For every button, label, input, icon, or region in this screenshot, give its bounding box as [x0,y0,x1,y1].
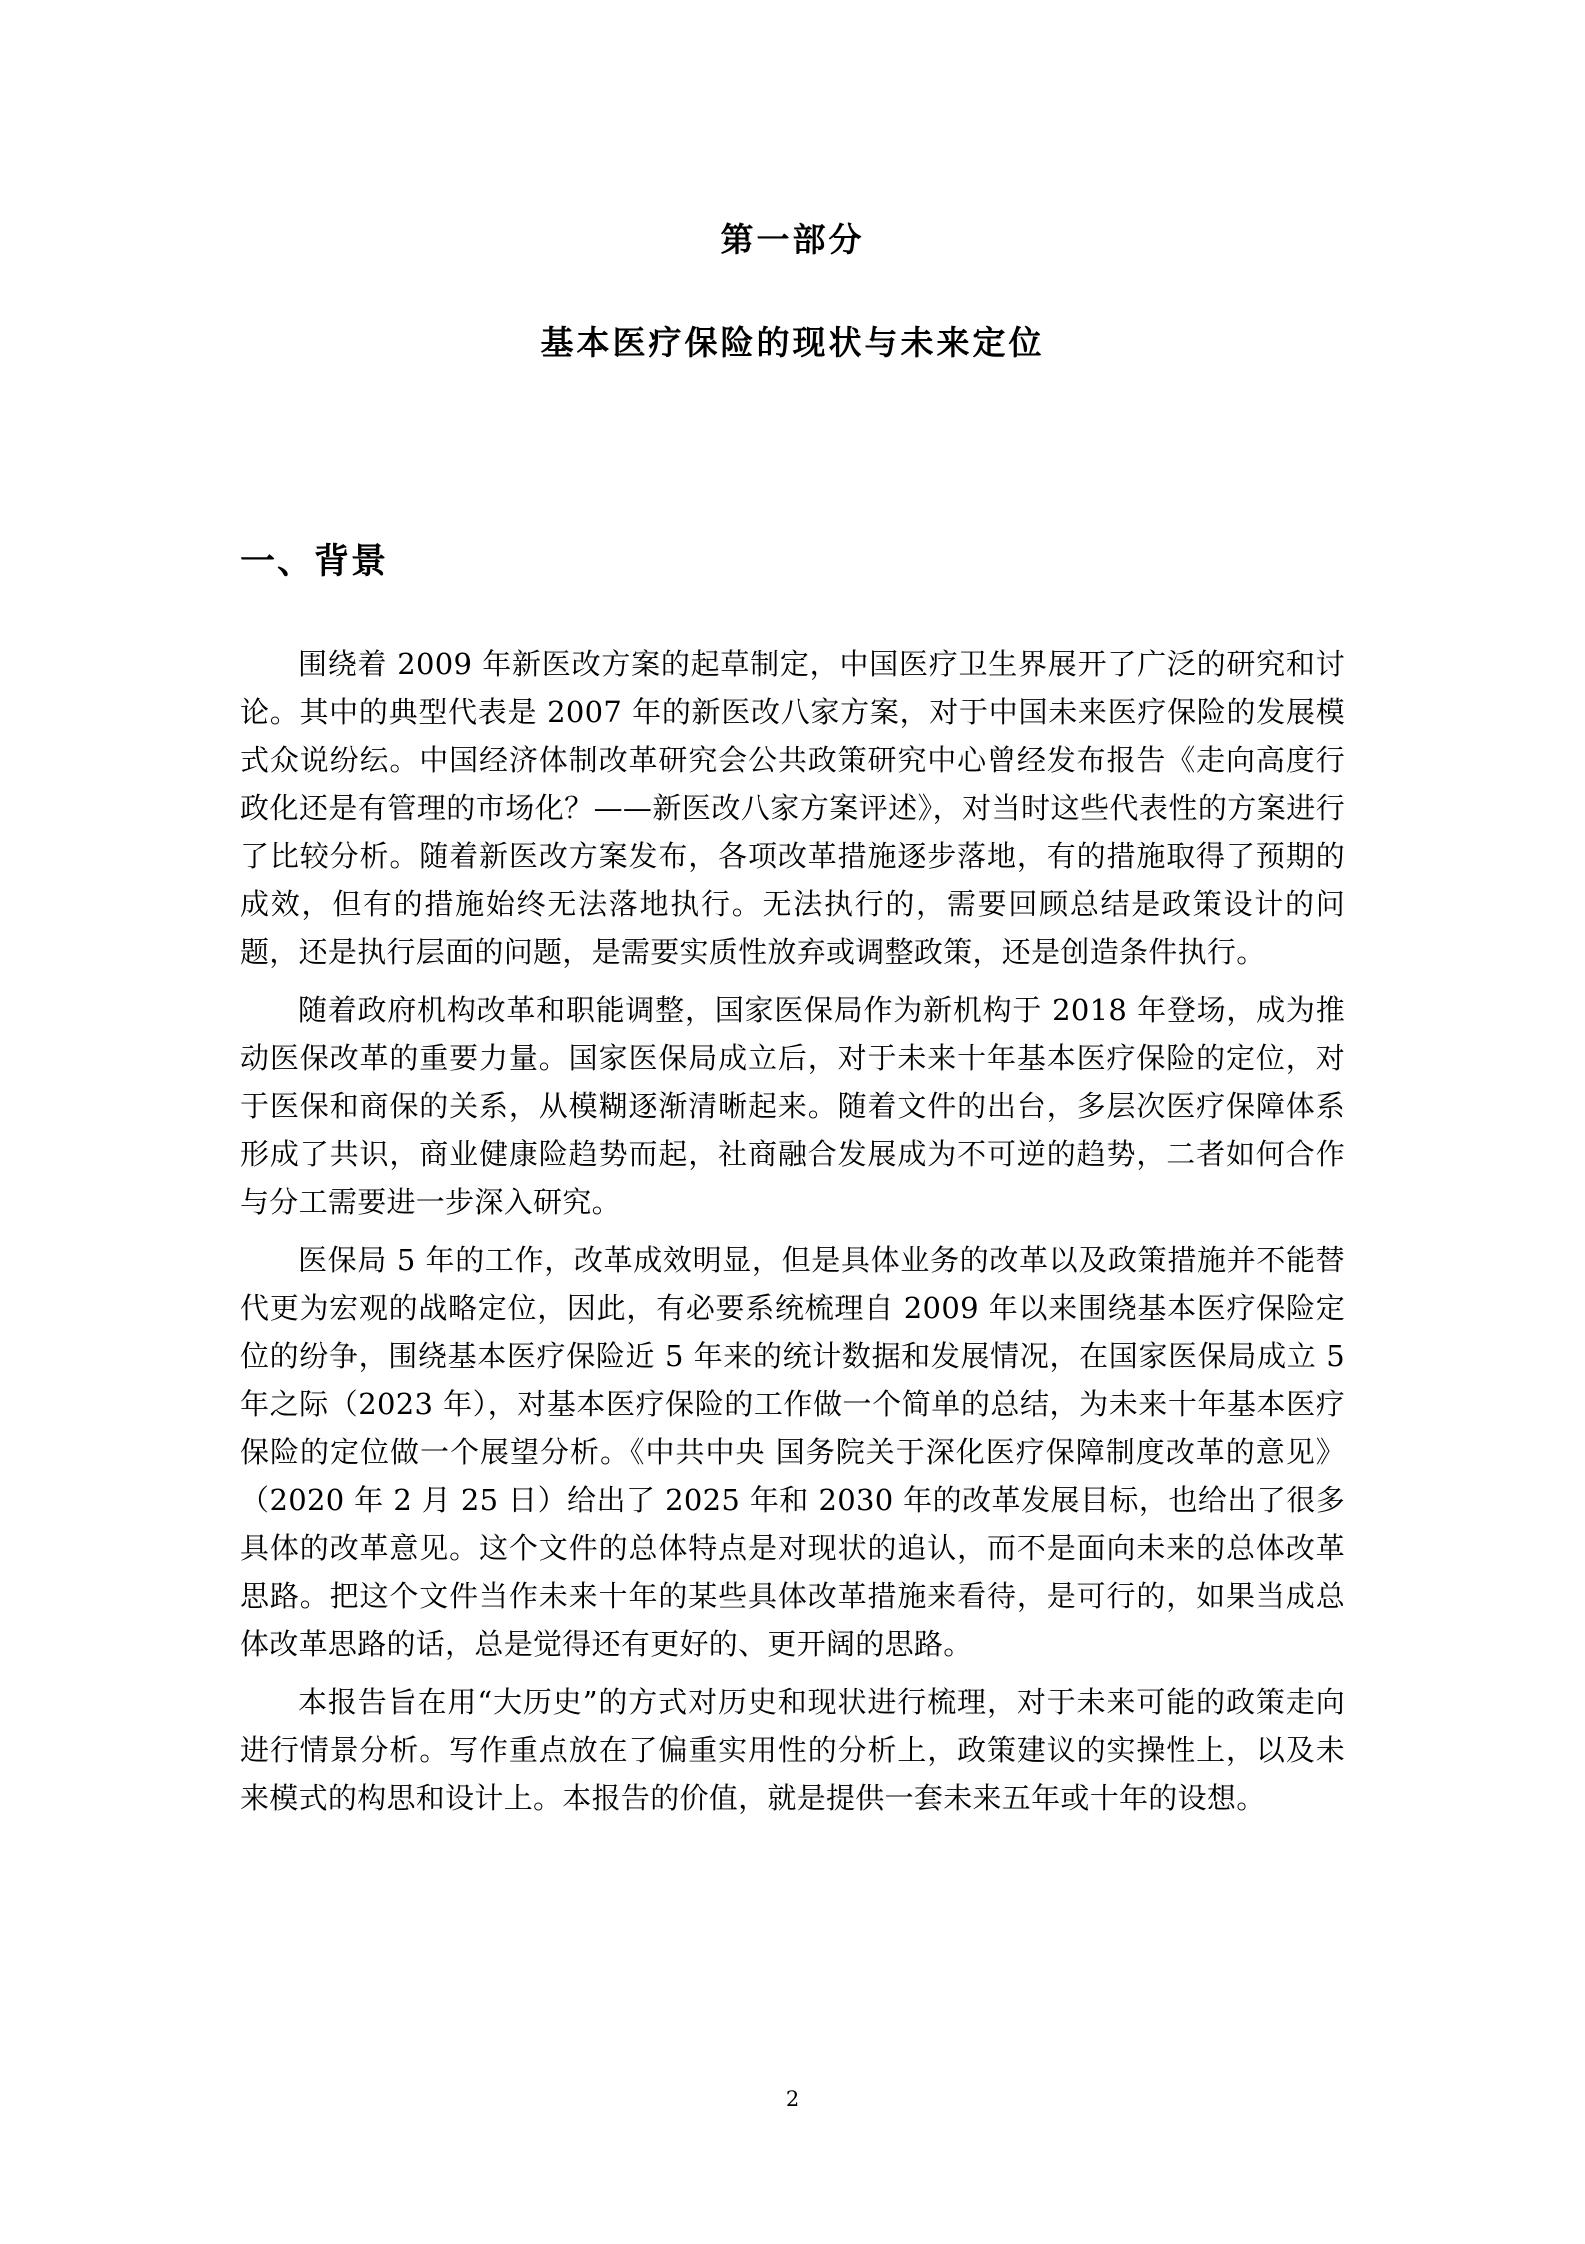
paragraph-3: 医保局 5 年的工作，改革成效明显，但是具体业务的改革以及政策措施并不能替代更为宏观的战略定位，因此，有必要系统梳理自 2009 年以来围绕基本医疗保险定位的纷争，围绕基本医疗保险近 5 年来的统计数据和发展情况，在国家医保局成立 5 年之际（2023 年），对基本医疗保险的工作做一个简单的总结，为未来十年基本医疗保险的定位做一个展望分析。《中共中央 国务院关于深化医疗保障制度改革的意见》（2020 年 2 月 25 日）给出了 2025 年和 2030 年的改革发展目标，也给出了很多具体的改革意见。这个文件的总体特点是对现状的追认，而不是面向未来的总体改革思路。把这个文件当作未来十年的某些具体改革措施来看待，是可行的，如果当成总体改革思路的话，总是觉得还有更好的、更开阔的思路。 [240,1243,1345,1661]
body-text [240,640,1345,1832]
part-title: 第一部分 [720,220,865,259]
chapter-title: 基本医疗保险的现状与未来定位 [540,323,1045,362]
paragraph-4: 本报告旨在用“大历史”的方式对历史和现状进行梳理，对于未来可能的政策走向进行情景分析。写作重点放在了偏重实用性的分析上，政策建议的实操性上，以及未来模式的构思和设计上。本报告的价值，就是提供一套未来五年或十年的设想。 [240,1685,1345,1815]
paragraph-1: 围绕着 2009 年新医改方案的起草制定，中国医疗卫生界展开了广泛的研究和讨论。其中的典型代表是 2007 年的新医改八家方案，对于中国未来医疗保险的发展模式众说纷纭。中国经济体制改革研究会公共政策研究中心曾经发布报告《走向高度行政化还是有管理的市场化？——新医改八家方案评述》，对当时这些代表性的方案进行了比较分析。随着新医改方案发布，各项改革措施逐步落地，有的措施取得了预期的成效，但有的措施始终无法落地执行。无法执行的，需要回顾总结是政策设计的问题，还是执行层面的问题，是需要实质性放弃或调整政策，还是创造条件执行。 [240,647,1345,969]
paragraph-2: 随着政府机构改革和职能调整，国家医保局作为新机构于 2018 年登场，成为推动医保改革的重要力量。国家医保局成立后，对于未来十年基本医疗保险的定位，对于医保和商保的关系，从模糊逐渐清晰起来。随着文件的出台，多层次医疗保障体系形成了共识，商业健康险趋势而起，社商融合发展成为不可逆的趋势，二者如何合作与分工需要进一步深入研究。 [240,993,1345,1219]
page-number: 2 [785,2087,800,2111]
section-heading: 一、背景 [240,542,389,582]
